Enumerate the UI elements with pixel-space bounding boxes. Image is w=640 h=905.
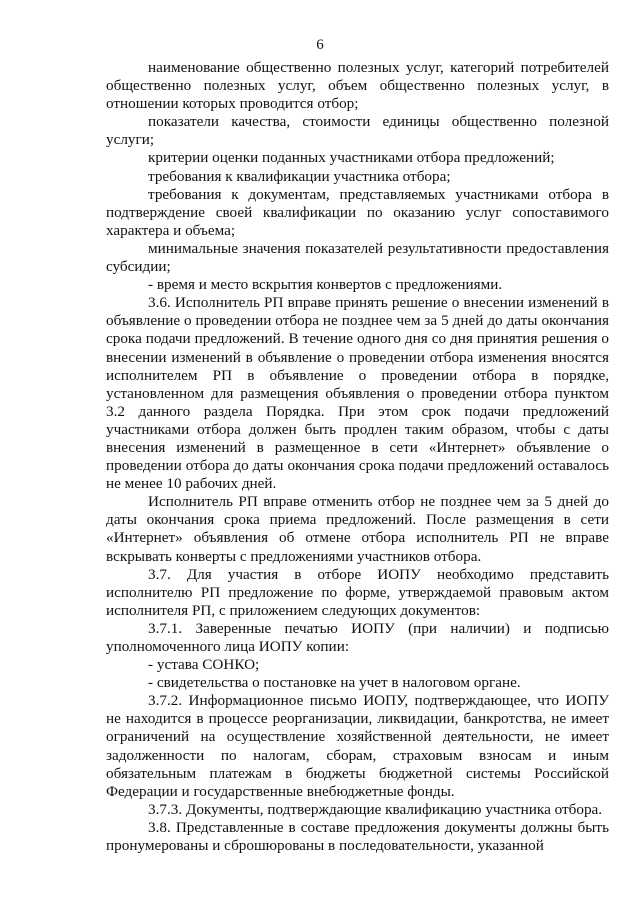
paragraph: - свидетельства о постановке на учет в налоговом органе.	[148, 674, 521, 692]
paragraph: 3.7. Для участия в отборе ИОПУ необходимо представить исполнителю РП предложение по форме, утверждаемой правовым актом исполнителя РП, с приложением следующих документов:	[106, 565, 609, 619]
paragraph: - устава СОНКО;	[148, 656, 260, 674]
paragraph: 3.7.1. Заверенные печатью ИОПУ (при наличии) и подписью уполномоченного лица ИОПУ копии:	[106, 619, 609, 655]
paragraph: 3.8. Представленные в составе предложения документы должны быть пронумерованы и сброшюрованы в последовательности, указанной	[106, 818, 609, 855]
paragraph: минимальные значения показателей результативности предоставления субсидии;	[106, 239, 609, 276]
page-number: 6	[316, 37, 324, 53]
paragraph: - время и место вскрытия конвертов с предложениями.	[148, 276, 503, 294]
paragraph: показатели качества, стоимости единицы общественно полезной услуги;	[106, 113, 609, 149]
paragraph: критерии оценки поданных участниками отбора предложений;	[148, 149, 555, 167]
paragraph: 3.7.3. Документы, подтверждающие квалификацию участника отбора.	[148, 800, 603, 818]
paragraph: требования к квалификации участника отбора;	[148, 167, 451, 185]
paragraph: требования к документам, представляемых участниками отбора в подтверждение своей квалификации по оказанию услуг сопоставимого характера и объема;	[106, 185, 609, 239]
paragraph: 3.6. Исполнитель РП вправе принять решение о внесении изменений в объявление о проведении отбора не позднее чем за 5 дней до даты окончания срока подачи предложений. В течение одного дня со дня принятия решения о внесении изменений в объявление о проведении отбора изменения вносятся исполнителем РП в объявление о проведении отбора в порядке, установленном для размещения объявления о проведении отбора пунктом 3.2 данного раздела Порядка. При этом срок подачи предложений участниками отбора должен быть продлен таким образом, чтобы с даты внесения изменений в размещенное в сети «Интернет» объявление о проведении отбора до даты окончания срока подачи предложений оставалось не менее 10 рабочих дней.	[106, 294, 609, 493]
paragraph: наименование общественно полезных услуг, категорий потребителей общественно полезных услуг, объем общественно полезных услуг, в отношении которых проводится отбор;	[106, 59, 609, 113]
paragraph: Исполнитель РП вправе отменить отбор не позднее чем за 5 дней до даты окончания срока приема предложений. После размещения в сети «Интернет» объявления об отмене отбора исполнитель РП не вправе вскрывать конверты с предложениями участников отбора.	[106, 493, 609, 565]
paragraph: 3.7.2. Информационное письмо ИОПУ, подтверждающее, что ИОПУ не находится в процессе реорганизации, ликвидации, банкротства, не имеет ограничений на осуществление хозяйственной деятельности, не имеет задолженности по налогам, сборам, страховым взносам и иным обязательным платежам в бюджеты бюджетной системы Российской Федерации и государственные внебюджетные фонды.	[106, 692, 609, 800]
document-body	[106, 59, 609, 855]
